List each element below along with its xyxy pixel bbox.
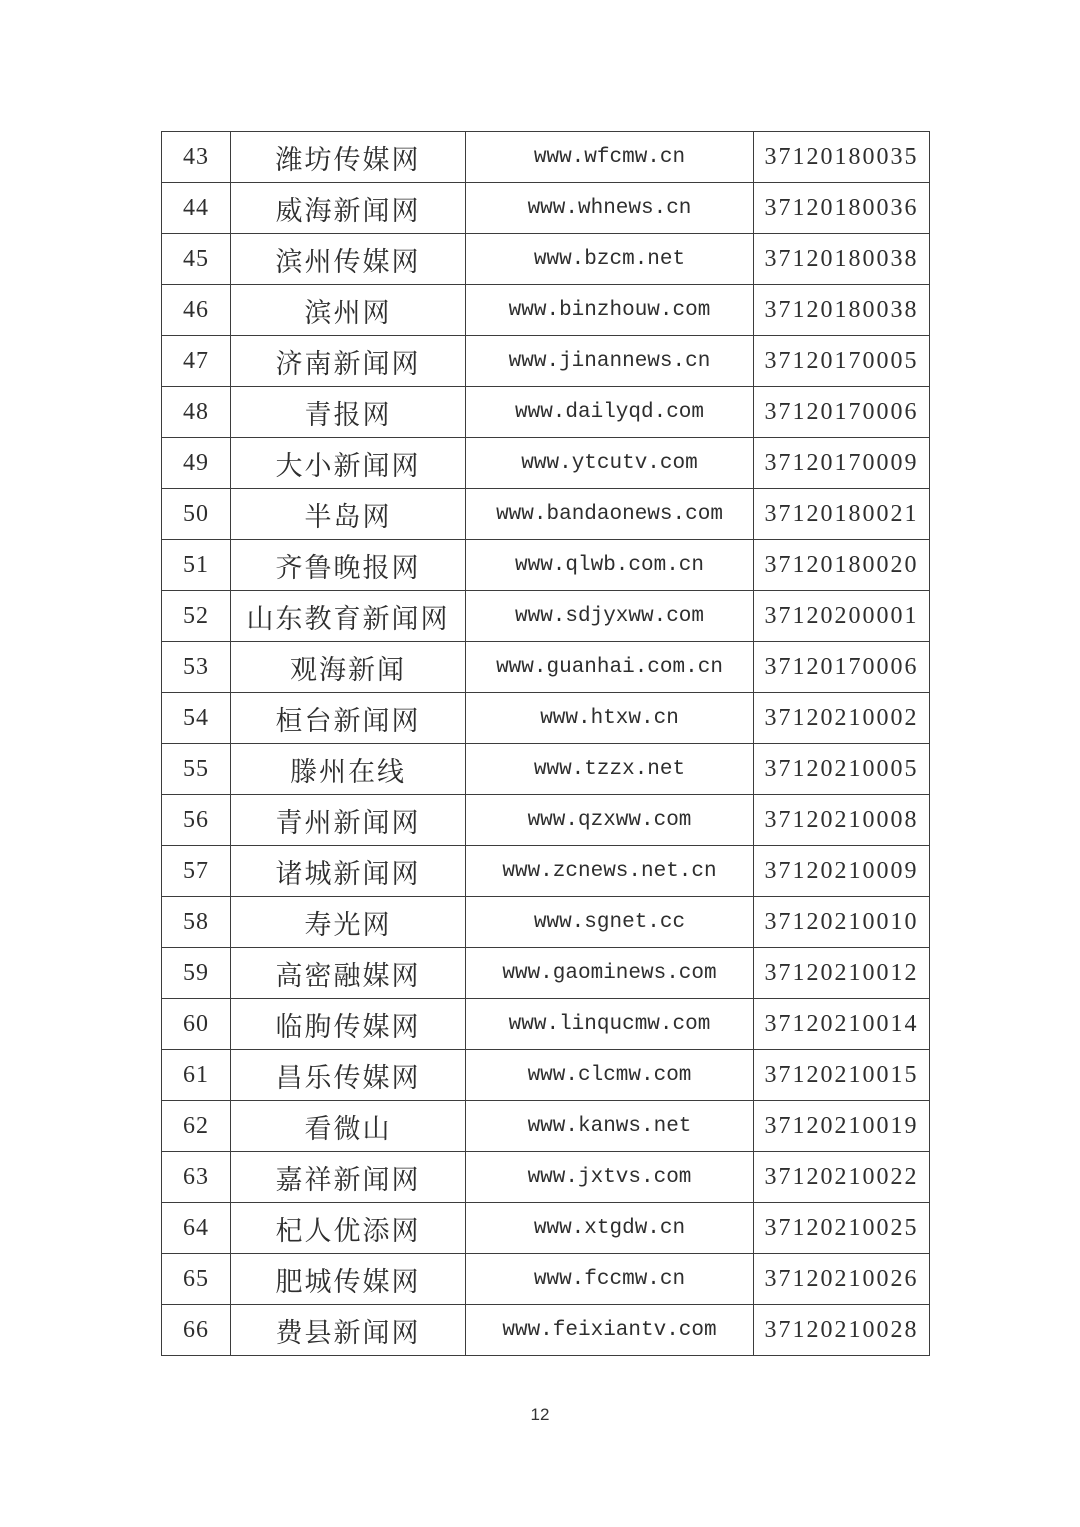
license-number-cell: 37120210022 xyxy=(754,1152,930,1203)
site-url-cell: www.ytcutv.com xyxy=(466,438,754,489)
site-url-cell: www.wfcmw.cn xyxy=(466,132,754,183)
table-row xyxy=(162,591,930,642)
site-url-cell: www.sdjyxww.com xyxy=(466,591,754,642)
row-number-cell: 50 xyxy=(162,489,231,540)
site-name-cell: 昌乐传媒网 xyxy=(231,1050,466,1101)
license-number-cell: 37120210026 xyxy=(754,1254,930,1305)
site-name-cell: 青州新闻网 xyxy=(231,795,466,846)
site-url-cell: www.bzcm.net xyxy=(466,234,754,285)
site-name-cell: 威海新闻网 xyxy=(231,183,466,234)
license-number-cell: 37120180038 xyxy=(754,234,930,285)
license-number-cell: 37120180035 xyxy=(754,132,930,183)
site-url-cell: www.gaominews.com xyxy=(466,948,754,999)
news-site-table-wrap xyxy=(161,131,930,1356)
table-row xyxy=(162,234,930,285)
site-name-cell: 齐鲁晚报网 xyxy=(231,540,466,591)
row-number-cell: 66 xyxy=(162,1305,231,1356)
site-name-cell: 青报网 xyxy=(231,387,466,438)
site-name-cell: 济南新闻网 xyxy=(231,336,466,387)
site-name-cell: 桓台新闻网 xyxy=(231,693,466,744)
license-number-cell: 37120210010 xyxy=(754,897,930,948)
site-name-cell: 滨州网 xyxy=(231,285,466,336)
site-url-cell: www.feixiantv.com xyxy=(466,1305,754,1356)
table-row xyxy=(162,1101,930,1152)
page-number: 12 xyxy=(530,1405,550,1424)
site-url-cell: www.jinannews.cn xyxy=(466,336,754,387)
row-number-cell: 53 xyxy=(162,642,231,693)
site-url-cell: www.xtgdw.cn xyxy=(466,1203,754,1254)
site-name-cell: 杞人优添网 xyxy=(231,1203,466,1254)
license-number-cell: 37120170005 xyxy=(754,336,930,387)
news-site-table-body xyxy=(162,132,930,1356)
license-number-cell: 37120180036 xyxy=(754,183,930,234)
license-number-cell: 37120210005 xyxy=(754,744,930,795)
license-number-cell: 37120180020 xyxy=(754,540,930,591)
site-url-cell: www.binzhouw.com xyxy=(466,285,754,336)
table-row xyxy=(162,1254,930,1305)
table-row xyxy=(162,285,930,336)
license-number-cell: 37120210008 xyxy=(754,795,930,846)
table-row xyxy=(162,540,930,591)
row-number-cell: 65 xyxy=(162,1254,231,1305)
license-number-cell: 37120170006 xyxy=(754,642,930,693)
row-number-cell: 59 xyxy=(162,948,231,999)
site-url-cell: www.zcnews.net.cn xyxy=(466,846,754,897)
site-url-cell: www.dailyqd.com xyxy=(466,387,754,438)
license-number-cell: 37120200001 xyxy=(754,591,930,642)
table-row xyxy=(162,999,930,1050)
table-row xyxy=(162,948,930,999)
row-number-cell: 44 xyxy=(162,183,231,234)
license-number-cell: 37120210002 xyxy=(754,693,930,744)
site-name-cell: 潍坊传媒网 xyxy=(231,132,466,183)
site-url-cell: www.qlwb.com.cn xyxy=(466,540,754,591)
table-row xyxy=(162,1050,930,1101)
license-number-cell: 37120180038 xyxy=(754,285,930,336)
site-url-cell: www.whnews.cn xyxy=(466,183,754,234)
table-row xyxy=(162,183,930,234)
site-name-cell: 临朐传媒网 xyxy=(231,999,466,1050)
row-number-cell: 51 xyxy=(162,540,231,591)
site-name-cell: 观海新闻 xyxy=(231,642,466,693)
license-number-cell: 37120210028 xyxy=(754,1305,930,1356)
site-name-cell: 大小新闻网 xyxy=(231,438,466,489)
site-url-cell: www.fccmw.cn xyxy=(466,1254,754,1305)
table-row xyxy=(162,795,930,846)
row-number-cell: 46 xyxy=(162,285,231,336)
site-name-cell: 滨州传媒网 xyxy=(231,234,466,285)
row-number-cell: 56 xyxy=(162,795,231,846)
site-url-cell: www.clcmw.com xyxy=(466,1050,754,1101)
row-number-cell: 48 xyxy=(162,387,231,438)
row-number-cell: 62 xyxy=(162,1101,231,1152)
license-number-cell: 37120170009 xyxy=(754,438,930,489)
site-name-cell: 嘉祥新闻网 xyxy=(231,1152,466,1203)
row-number-cell: 55 xyxy=(162,744,231,795)
table-row xyxy=(162,336,930,387)
row-number-cell: 52 xyxy=(162,591,231,642)
site-name-cell: 费县新闻网 xyxy=(231,1305,466,1356)
site-url-cell: www.tzzx.net xyxy=(466,744,754,795)
site-url-cell: www.bandaonews.com xyxy=(466,489,754,540)
row-number-cell: 54 xyxy=(162,693,231,744)
news-site-table xyxy=(161,131,930,1356)
row-number-cell: 45 xyxy=(162,234,231,285)
table-row xyxy=(162,693,930,744)
site-url-cell: www.linqucmw.com xyxy=(466,999,754,1050)
site-url-cell: www.guanhai.com.cn xyxy=(466,642,754,693)
site-name-cell: 高密融媒网 xyxy=(231,948,466,999)
site-name-cell: 肥城传媒网 xyxy=(231,1254,466,1305)
license-number-cell: 37120210009 xyxy=(754,846,930,897)
site-name-cell: 滕州在线 xyxy=(231,744,466,795)
license-number-cell: 37120210015 xyxy=(754,1050,930,1101)
license-number-cell: 37120210019 xyxy=(754,1101,930,1152)
site-name-cell: 半岛网 xyxy=(231,489,466,540)
site-url-cell: www.htxw.cn xyxy=(466,693,754,744)
table-row xyxy=(162,438,930,489)
row-number-cell: 61 xyxy=(162,1050,231,1101)
table-row xyxy=(162,489,930,540)
table-row xyxy=(162,387,930,438)
site-url-cell: www.kanws.net xyxy=(466,1101,754,1152)
table-row xyxy=(162,642,930,693)
row-number-cell: 47 xyxy=(162,336,231,387)
table-row xyxy=(162,846,930,897)
table-row xyxy=(162,132,930,183)
site-url-cell: www.jxtvs.com xyxy=(466,1152,754,1203)
license-number-cell: 37120170006 xyxy=(754,387,930,438)
site-url-cell: www.qzxww.com xyxy=(466,795,754,846)
table-row xyxy=(162,744,930,795)
row-number-cell: 64 xyxy=(162,1203,231,1254)
row-number-cell: 43 xyxy=(162,132,231,183)
row-number-cell: 60 xyxy=(162,999,231,1050)
table-row xyxy=(162,1203,930,1254)
license-number-cell: 37120210014 xyxy=(754,999,930,1050)
site-name-cell: 山东教育新闻网 xyxy=(231,591,466,642)
license-number-cell: 37120180021 xyxy=(754,489,930,540)
table-row xyxy=(162,897,930,948)
license-number-cell: 37120210012 xyxy=(754,948,930,999)
row-number-cell: 58 xyxy=(162,897,231,948)
license-number-cell: 37120210025 xyxy=(754,1203,930,1254)
row-number-cell: 63 xyxy=(162,1152,231,1203)
row-number-cell: 57 xyxy=(162,846,231,897)
table-row xyxy=(162,1305,930,1356)
site-name-cell: 寿光网 xyxy=(231,897,466,948)
site-name-cell: 看微山 xyxy=(231,1101,466,1152)
table-row xyxy=(162,1152,930,1203)
site-name-cell: 诸城新闻网 xyxy=(231,846,466,897)
row-number-cell: 49 xyxy=(162,438,231,489)
site-url-cell: www.sgnet.cc xyxy=(466,897,754,948)
